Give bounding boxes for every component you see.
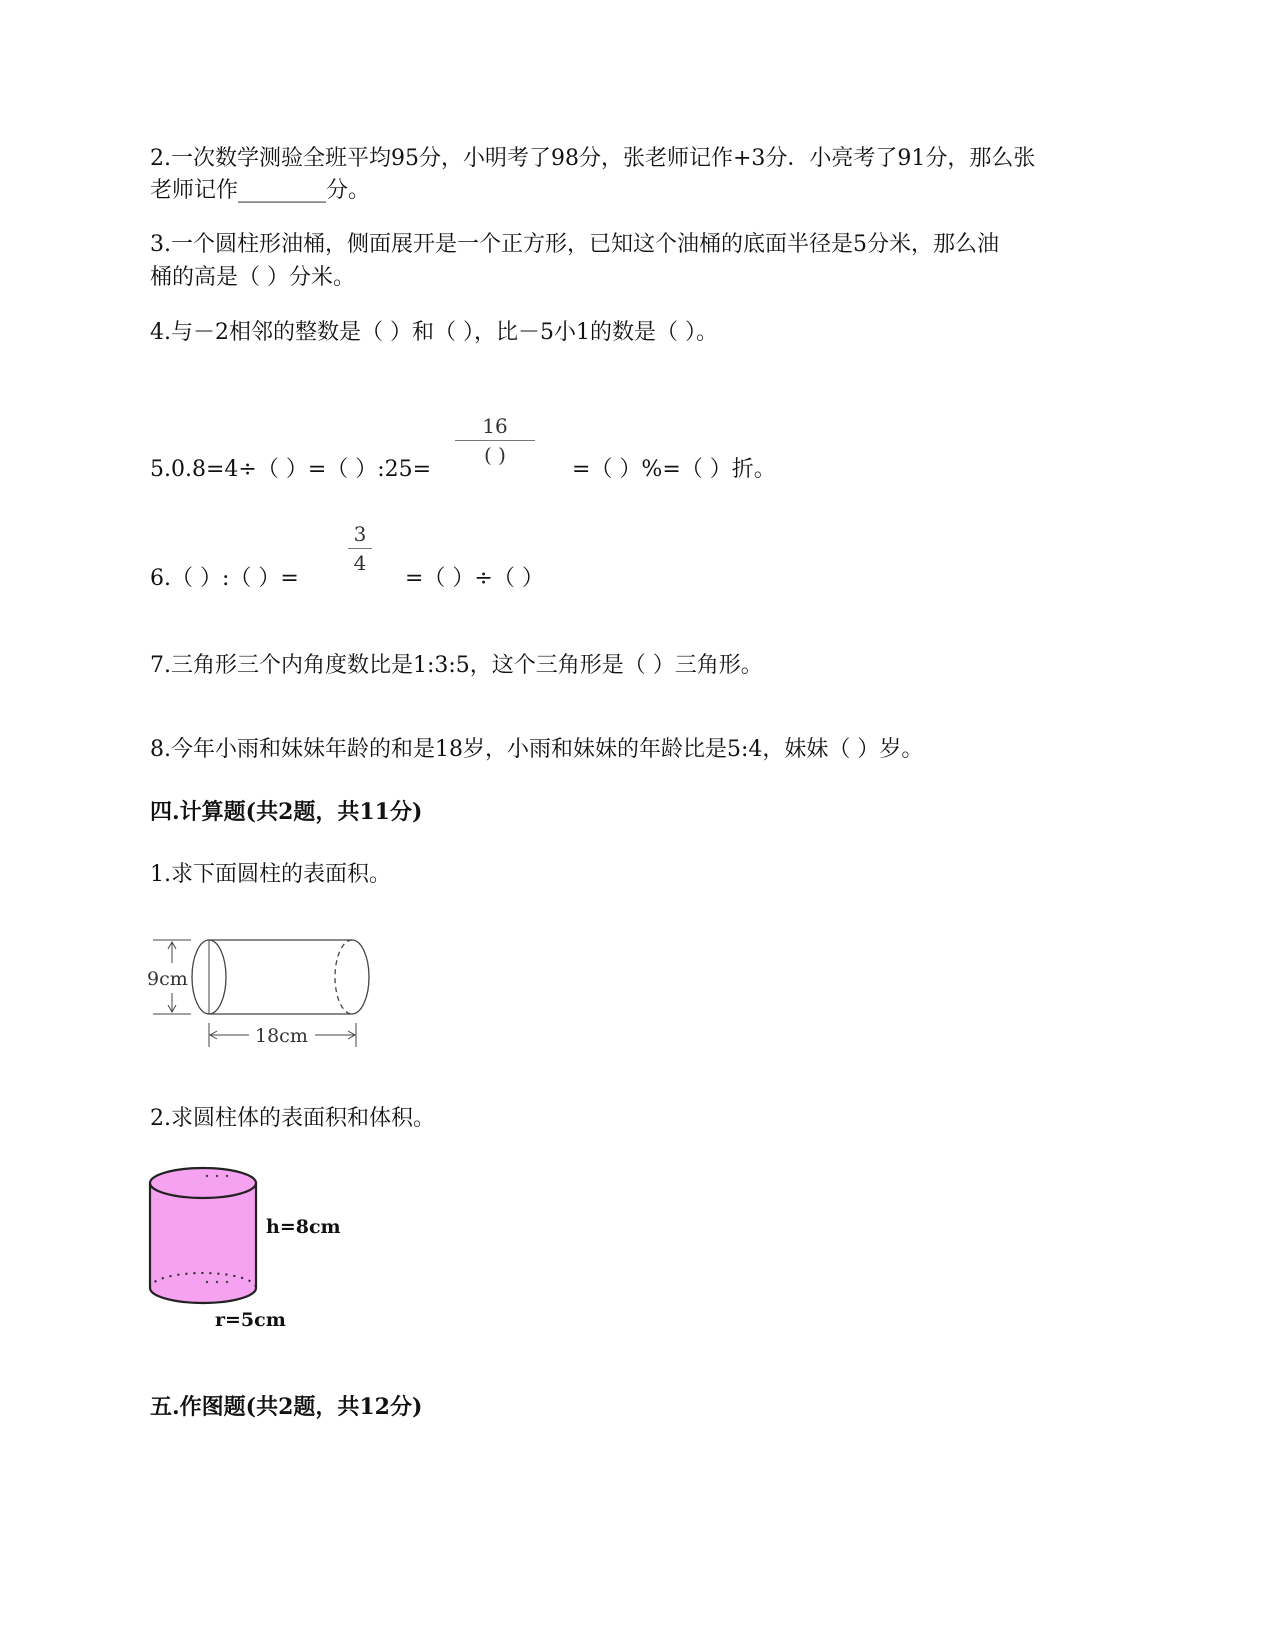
q5-fraction-denominator: ( ) bbox=[484, 443, 506, 467]
fig1-height-label: 9cm bbox=[147, 968, 188, 990]
calc-q1-text: 1.求下面圆柱的表面积。 bbox=[150, 862, 391, 887]
q6-fraction-bar bbox=[348, 548, 372, 549]
q8-text: 8.今年小雨和妹妹年龄的和是18岁，小雨和妹妹的年龄比是5:4，妹妹（ ）岁。 bbox=[150, 737, 924, 762]
q2-line-2: 老师记作________分。 bbox=[150, 178, 371, 203]
q6-left-text: 6.（ ）:（ ）= bbox=[150, 566, 299, 591]
q6-fraction-denominator: 4 bbox=[353, 551, 367, 575]
calc-q2-text: 2.求圆柱体的表面积和体积。 bbox=[150, 1106, 435, 1131]
q5-right-text: =（ ）%=（ ）折。 bbox=[572, 457, 776, 482]
q6-fraction-numerator: 3 bbox=[353, 522, 367, 546]
fig2-height-label: h=8cm bbox=[266, 1216, 341, 1238]
cylinder-figure-1 bbox=[145, 935, 385, 1060]
q2-line-1: 2.一次数学测验全班平均95分，小明考了98分，张老师记作+3分．小亮考了91分，那么张 bbox=[150, 146, 1036, 171]
fig1-length-label: 18cm bbox=[255, 1025, 308, 1047]
q5-left-text: 5.0.8=4÷（ ）=（ ）:25= bbox=[150, 457, 432, 482]
q6-fraction bbox=[348, 522, 372, 575]
q6-right-text: =（ ）÷（ ） bbox=[405, 566, 544, 591]
q4-text: 4.与－2相邻的整数是（ ）和（ ），比－5小1的数是（ ）。 bbox=[150, 320, 718, 345]
q5-fraction-bar bbox=[455, 440, 535, 441]
section4-heading: 四.计算题(共2题，共11分) bbox=[150, 799, 423, 825]
cylinder-body bbox=[150, 1183, 256, 1303]
cylinder-top bbox=[150, 1168, 256, 1198]
fig2-radius-label: r=5cm bbox=[215, 1309, 286, 1331]
q5-fraction-numerator: 16 bbox=[482, 414, 508, 438]
q3-line-1: 3.一个圆柱形油桶，侧面展开是一个正方形，已知这个油桶的底面半径是5分米，那么油 bbox=[150, 232, 999, 257]
q3-line-2: 桶的高是（ ）分米。 bbox=[150, 265, 355, 290]
q7-text: 7.三角形三个内角度数比是1:3:5，这个三角形是（ ）三角形。 bbox=[150, 653, 763, 678]
q5-fraction bbox=[455, 414, 535, 467]
cylinder-figure-2 bbox=[145, 1165, 345, 1365]
section5-heading: 五.作图题(共2题，共12分) bbox=[150, 1394, 423, 1420]
